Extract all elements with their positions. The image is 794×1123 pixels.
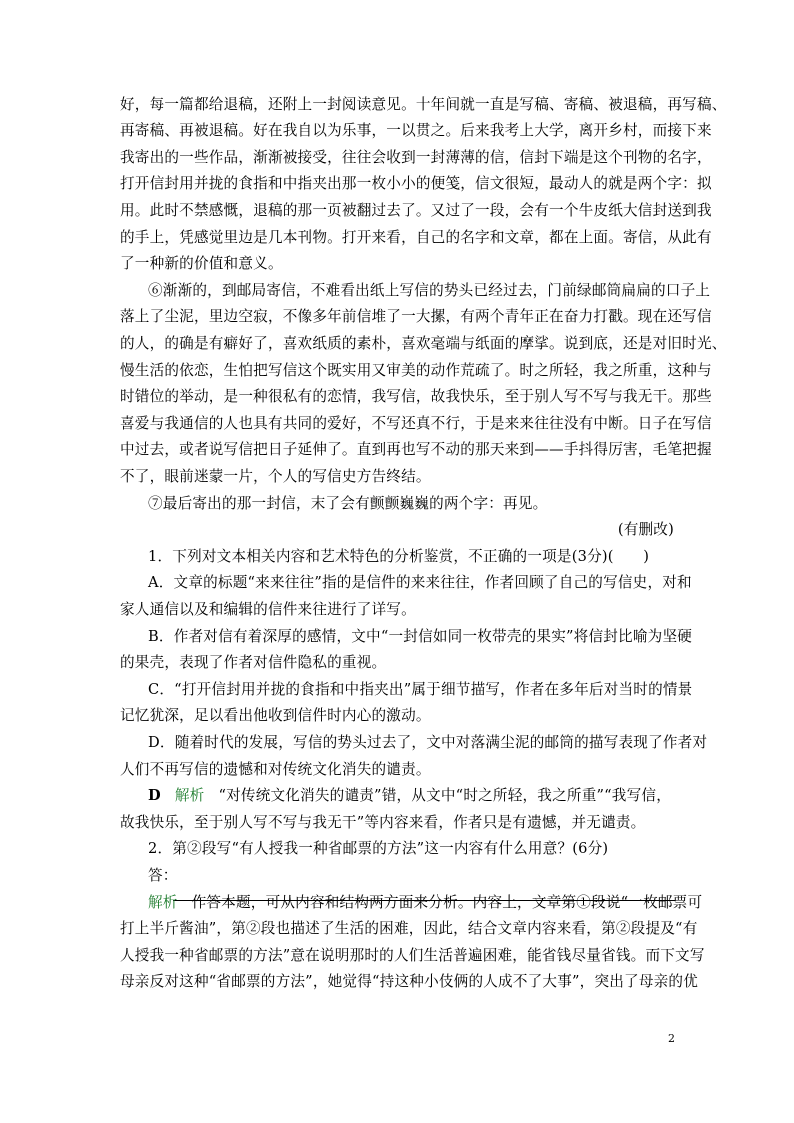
question-2-stem: 2．第②段写“有人授我一种省邮票的方法”这一内容有什么用意？(6分) [148,840,609,857]
option-a-cont: 家人通信以及和编辑的信件来往进行了详写。 [120,601,416,618]
passage-line: 好，每一篇都给退稿，还附上一封阅读意见。十年间就一直是写稿、寄稿、被退稿，再写稿、 [120,96,727,113]
q2-analysis-line [148,892,702,914]
passage-line: 不了，眼前迷蒙一片，个人的写信史方告终结。 [120,468,431,485]
page-number: 2 [668,1032,675,1045]
option-c: C．“打开信封用并拢的食指和中指夹出”属于细节描写，作者在多年后对当时的情景 [148,681,693,698]
answer-letter: D [148,787,161,804]
passage-line: ⑦最后寄出的那一封信，末了会有颤颤巍巍的两个字：再见。 [148,495,548,512]
analysis-text: 作答本题，可从内容和结构两方面来分析。内容上，文章第①段说“一枚邮票可 [191,894,703,911]
question-1-stem: 1．下列对文本相关内容和艺术特色的分析鉴赏，不正确的一项是(3分)( ) [148,548,650,565]
passage-line: 喜爱与我通信的人也具有共同的爱好，不写还真不行，于是来来往往没有中断。日子在写信 [120,415,712,432]
passage-line: 再寄稿、再被退稿。好在我自以为乐事，一以贯之。后来我考上大学，离开乡村，而接下来 [120,122,712,139]
option-b-cont: 的果壳，表现了作者对信件隐私的重视。 [120,654,387,671]
passage-line: ⑥渐渐的，到邮局寄信，不难看出纸上写信的势头已经过去，门前绿邮筒扁扁的口子上 [148,282,711,299]
q1-analysis-cont: 故我快乐，至于别人写不写与我无干”等内容来看，作者只是有遗憾，并无谴责。 [120,814,646,831]
q2-analysis-cont: 打上半斤酱油”，第②段也描述了生活的困难，因此，结合文章内容来看，第②段提及“有 [120,920,698,937]
passage-line: 用。此时不禁感慨，退稿的那一页被翻过去了。又过了一段，会有一个牛皮纸大信封送到我 [120,202,712,219]
passage-line: 慢生活的依恋，生怕把写信这个既实用又审美的动作荒疏了。时之所轻，我之所重，这种与 [120,362,712,379]
q1-analysis-line [148,785,671,807]
q2-analysis-cont: 母亲反对这种“省邮票的方法”，她觉得“持这种小伎俩的人成不了大事”，突出了母亲的优 [120,973,699,990]
analysis-label: 解析 [148,894,178,911]
passage-line: 中过去，或者说写信把日子延伸了。直到再也写不动的那天来到——手抖得厉害，毛笔把握 [120,441,712,458]
passage-line: 落上了尘泥，里边空寂，不像多年前信堆了一大摞，有两个青年正在奋力打戳。现在还写信 [120,308,712,325]
option-d-cont: 人们不再写信的遗憾和对传统文化消失的谴责。 [120,761,431,778]
analysis-label: 解析 [174,787,205,804]
q2-analysis-cont: 人授我一种省邮票的方法”意在说明那时的人们生活普遍困难，能省钱尽量省钱。而下文写 [120,947,705,964]
option-a: A．文章的标题“来来往往”指的是信件的来来往往，作者回顾了自己的写信史，对和 [148,574,692,591]
option-c-cont: 记忆犹深，足以看出他收到信件时内心的激动。 [120,707,431,724]
passage-line: 我寄出的一些作品，渐渐被接受，往往会收到一封薄薄的信，信封下端是这个刊物的名字， [120,149,712,166]
source-note: (有删改) [617,521,674,538]
option-b: B．作者对信有着深厚的感情，文中“一封信如同一枚带壳的果实”将信封比喻为坚硬 [148,628,693,645]
option-d: D．随着时代的发展，写信的势头过去了，文中对落满尘泥的邮筒的描写表现了作者对 [148,734,708,751]
passage-line: 的手上，凭感觉里边是几本刊物。打开来看，自己的名字和文章，都在上面。寄信，从此有 [120,229,712,246]
answer-label: 答： [148,867,178,884]
passage-line: 时错位的举动，是一种很私有的恋情，我写信，故我快乐，至于别人写不写与我无干。那些 [120,388,712,405]
passage-line: 的人，的确是有癖好了，喜欢纸质的素朴，喜欢毫端与纸面的摩挲。说到底，还是对旧时光、 [120,335,727,352]
analysis-text: “对传统文化消失的谴责”错，从文中“时之所轻，我之所重”“我写信， [218,787,671,804]
passage-line: 了一种新的价值和意义。 [120,255,283,272]
passage-line: 打开信封用并拢的食指和中指夹出那一枚小小的便笺，信文很短，最动人的就是两个字：拟 [120,175,712,192]
